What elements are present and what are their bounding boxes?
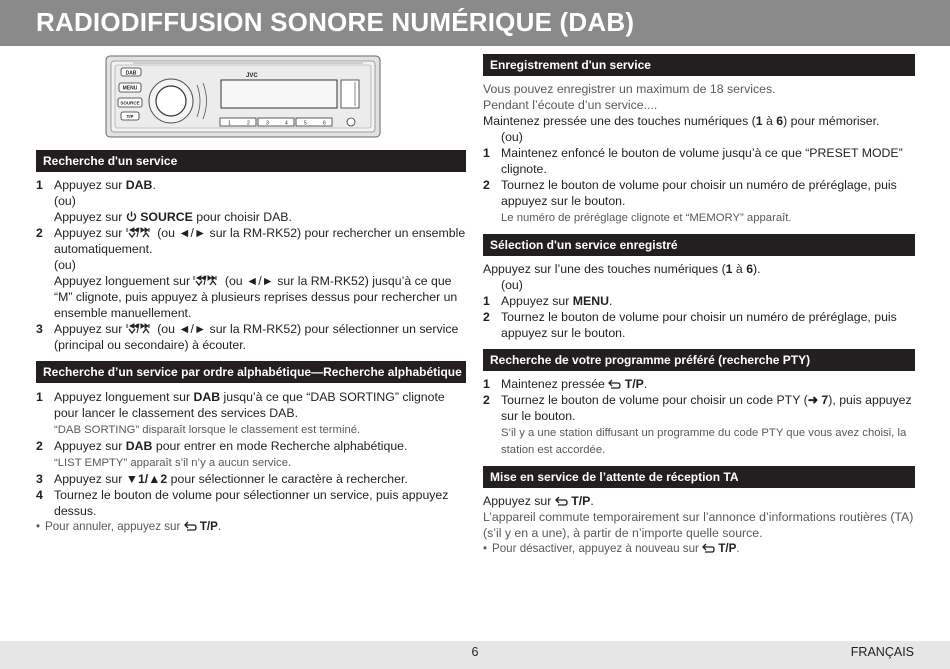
return-arrow-icon [702, 543, 715, 553]
aux-jack [347, 118, 355, 126]
section-heading-select: Sélection d'un service enregistré [483, 234, 915, 256]
right-column: Enregistrement d'un service Vous pouvez enregistrer un maximum de 18 services. Pendant l’écoute d’un service.... Maintenez pressée une des touches numériques (1 à 6) pour mémoriser. (ou) 1 Maintenez enfoncé le bouton de volume jusqu’à ce que “PRESET MODE” clignote. 2 Tournez le bouton de volume pour choisir un numéro de préréglage, puis appuyez sur le bouton. Le numéro de préréglage clignote et “MEMORY” apparaît. Sélection d'un service enregistré Appuyez sur l’une des touches numériques (1 à 6). (ou) 1 Appuyez sur MENU. 2 Tournez le bouton de volume pour choisir un numéro de préréglage, puis appuyez sur le bouton. Recherche de votre programme préféré (recherche PTY) 1 Maintenez pressée T/P. 2 Tournez le bouton de volume pour choisir un code PTY (➜ 7), puis appuyez sur le bouton. S’il y a une station diffusant un programme du code PTY que vous avez choisi, la station est accordée. Mise en service de l’attente de réception TA Appuyez sur T/P. L’appareil commute temporairement sur l’annonce d’informations routières (TA) (s’il y en a une), à partir de n’importe quelle source. • Pour désactiver, appuyez à nouveau sur T/P. [483, 54, 915, 557]
pty-step-1: 1 Maintenez pressée T/P. [483, 377, 648, 391]
section-heading-alpha: Recherche d’un service par ordre alphabétique—Recherche alphabétique [36, 361, 466, 383]
skip-back-forward-icon [126, 323, 154, 334]
alpha-step-3: 3 Appuyez sur ▼1/▲2 pour sélectionner le caractère à rechercher. [36, 472, 408, 486]
return-arrow-icon [608, 379, 621, 389]
select-step-2: 2 Tournez le bouton de volume pour choisir un numéro de préréglage, puis appuyez sur le bouton. [483, 310, 897, 340]
svg-text:2: 2 [247, 120, 250, 127]
alpha-step-2: 2 Appuyez sur DAB pour entrer en mode Recherche alphabétique. “LIST EMPTY” apparaît s’il n’y a aucun service. [36, 439, 408, 469]
section-heading-pty: Recherche de votre programme préféré (recherche PTY) [483, 349, 915, 371]
select-step-1: 1 Appuyez sur MENU. [483, 294, 613, 308]
svg-text:T/P: T/P [126, 114, 134, 119]
ta-bullet: • Pour désactiver, appuyez à nouveau sur T/P. [483, 542, 740, 555]
alpha-step-1: 1 Appuyez longuement sur DAB jusqu’à ce que “DAB SORTING” clignote pour lancer le classement des services DAB. “DAB SORTING” disparaît lorsque le classement est terminé. [36, 390, 445, 436]
svg-text:SOURCE: SOURCE [120, 100, 140, 106]
alpha-step-4: 4 Tournez le bouton de volume pour sélectionner un service, puis appuyez dessus. [36, 488, 449, 518]
alpha-bullet: • Pour annuler, appuyez sur T/P. [36, 520, 222, 533]
record-step-2: 2 Tournez le bouton de volume pour choisir un numéro de préréglage, puis appuyez sur le bouton. Le numéro de préréglage clignote et “MEMORY” apparaît. [483, 178, 897, 224]
page-footer [0, 641, 950, 669]
skip-back-forward-icon [126, 227, 154, 238]
record-step-1: 1 Maintenez enfoncé le bouton de volume jusqu’à ce que “PRESET MODE” clignote. [483, 146, 903, 176]
search-step-3: 3 Appuyez sur (ou ◄/► sur la RM-RK52) pour sélectionner un service (principal ou secondaire) à écouter. [36, 322, 459, 352]
section-heading-search: Recherche d'un service [36, 150, 466, 172]
svg-text:4: 4 [285, 120, 288, 127]
pty-step-2: 2 Tournez le bouton de volume pour choisir un code PTY (➜ 7), puis appuyez sur le bouton. S’il y a une station diffusant un programme du code PTY que vous avez choisi, la station est accordée. [483, 393, 912, 456]
page-title: RADIODIFFUSION SONORE NUMÉRIQUE (DAB) [36, 7, 635, 37]
return-arrow-icon [184, 521, 197, 531]
svg-text:6: 6 [323, 120, 326, 127]
search-step-2: 2 Appuyez sur (ou ◄/► sur la RM-RK52) pour rechercher un ensemble automatiquement. (ou) Appuyez longuement sur (ou ◄/► sur la RM-RK52) jusqu’à ce que “M” clignote, puis appuyez à plusieurs reprises dessus pour rechercher un ensemble manuellement. [36, 226, 466, 320]
svg-text:1: 1 [228, 120, 231, 127]
svg-text:DAB: DAB [125, 70, 137, 77]
svg-text:MENU: MENU [122, 85, 138, 92]
section-heading-record: Enregistrement d'un service [483, 54, 915, 76]
svg-text:JVC: JVC [246, 73, 258, 79]
display [221, 80, 337, 108]
volume-knob [156, 86, 186, 116]
car-stereo-illustration [105, 55, 381, 138]
language-label: FRANÇAIS [850, 645, 914, 659]
skip-back-forward-icon [193, 275, 221, 286]
return-arrow-icon [555, 496, 568, 506]
section-heading-ta: Mise en service de l’attente de réception TA [483, 466, 915, 488]
page-header [0, 0, 950, 46]
power-icon [126, 211, 137, 222]
svg-text:3: 3 [266, 120, 269, 127]
svg-text:5: 5 [304, 120, 307, 127]
left-column [36, 150, 466, 535]
search-step-1: 1 Appuyez sur DAB. (ou) Appuyez sur SOURCE pour choisir DAB. [36, 178, 292, 224]
page-number: 6 [471, 645, 479, 659]
